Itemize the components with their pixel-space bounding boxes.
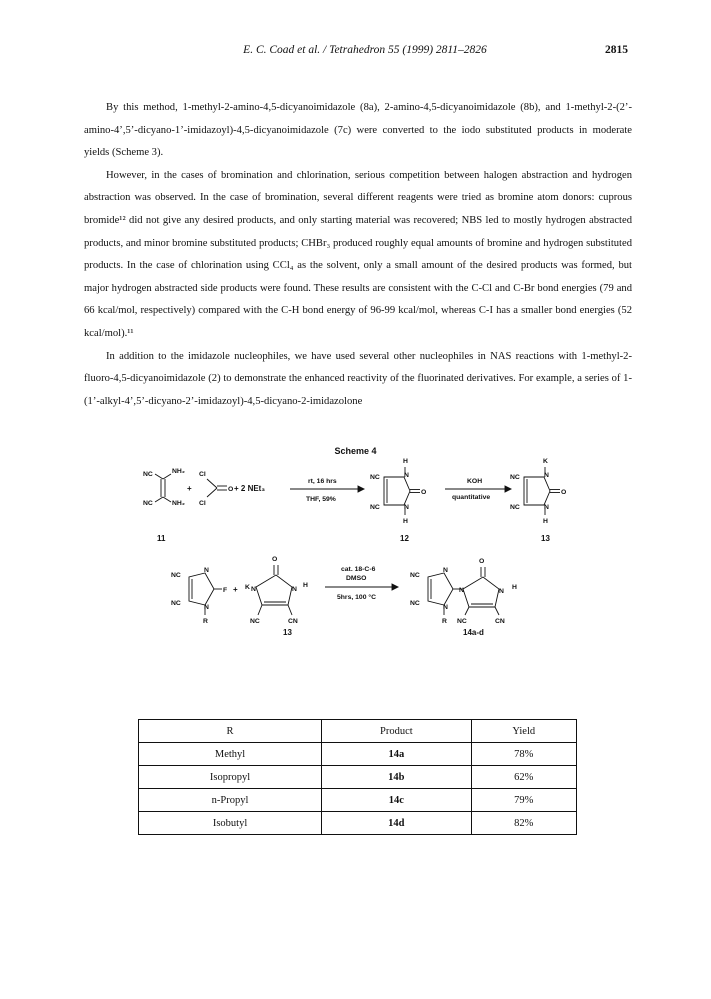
compound-12-structure (370, 458, 426, 525)
scheme-title: Scheme 4 (334, 446, 377, 456)
yield-table (138, 719, 577, 835)
cell-r: Methyl (139, 743, 322, 766)
running-title: E. C. Coad et al. / Tetrahedron 55 (1999) 2811–2826 (243, 44, 487, 56)
cell-r: n-Propyl (139, 789, 322, 812)
atom-h: H (303, 582, 308, 589)
compound-13-structure (510, 458, 566, 525)
atom-n: N (544, 504, 549, 511)
atom-r: R (442, 618, 447, 625)
cell-product: 14d (322, 812, 471, 835)
atom-r: R (203, 618, 208, 625)
atom-f: F (223, 587, 228, 594)
atom-nc: NC (410, 572, 420, 579)
atom-h: H (403, 518, 408, 525)
cell-yield: 78% (471, 743, 576, 766)
cell-product: 14c (322, 789, 471, 812)
atom-nc: NC (457, 618, 467, 625)
atom-n: N (544, 472, 549, 479)
table-row (139, 789, 577, 812)
atom-nc: NC (171, 572, 181, 579)
atom-n: N (292, 586, 297, 593)
imidazolone-salt-structure (245, 556, 308, 625)
cell-yield: 79% (471, 789, 576, 812)
running-header (110, 44, 628, 60)
atom-nh2: NH₂ (172, 500, 185, 507)
paragraph-3: In addition to the imidazole nucleophiles, we have used several other nucleophiles in NAS reactions with 1-methyl-2-fluoro-4,5-dicyanoimidazole (2) to demonstrate the enhanced reactivity of the fluorinated derivatives. For example, a series of 1-(1’-alkyl-4’,5’-dicyano-2’-imidazoyl)-4,5-dicyano-2-imidazolone (84, 350, 632, 407)
atom-nc: NC (510, 504, 520, 511)
reaction-arrow-1 (290, 478, 364, 503)
atom-cl: Cl (199, 500, 206, 507)
product-14-structure (410, 558, 517, 625)
atom-o: O (272, 556, 278, 563)
atom-k: K (543, 458, 548, 465)
condition-text: quantitative (452, 494, 491, 501)
cell-product: 14a (322, 743, 471, 766)
condition-text: DMSO (346, 575, 367, 582)
plus-sign: + (233, 585, 238, 594)
atom-cl: Cl (199, 471, 206, 478)
atom-cn: CN (288, 618, 298, 625)
reaction-arrow-3 (325, 566, 398, 601)
cell-r: Isopropyl (139, 766, 322, 789)
cell-yield: 82% (471, 812, 576, 835)
condition-text: 5hrs, 100 °C (337, 594, 376, 601)
fluoroimidazole-structure (171, 567, 227, 625)
atom-n: N (443, 604, 448, 611)
condition-text: THF, 59% (306, 496, 336, 503)
paragraph-2: However, in the cases of bromination and chlorination, serious competition between halogen abstraction and hydrogen abstraction was observed. In the case of bromination, several different reagents were tried as bromine atom donors: cuprous bromide¹² did not give any desired products, and only starting material was recovered; NBS led to mostly hydrogen abstracted products, and minor bromine substituted products; CHBr₃ produced roughly equal amounts of bromine and hydrogen substituted products. In the case of chlorination using CCl₄ as the solvent, only a small amount of the desired products was formed, but major hydrogen abstracted side products were found. These results are consistent with the C-Cl and C-Br bond energies (79 and 66 kcal/mol, respectively) compared with the C-H bond energy of 96-99 kcal/mol, whereas C-I has a smaller bond energies (52 kcal/mol).¹¹ (84, 169, 632, 339)
atom-n: N (404, 472, 409, 479)
atom-o: O (561, 489, 567, 496)
scheme-4-diagram (0, 455, 711, 627)
column-header-product: Product (322, 720, 471, 743)
column-header-r: R (139, 720, 322, 743)
table-row (139, 743, 577, 766)
atom-n: N (499, 588, 504, 595)
atom-nc: NC (250, 618, 260, 625)
atom-h: H (543, 518, 548, 525)
atom-nh2: NH₂ (172, 468, 185, 475)
atom-o: O (228, 486, 234, 493)
compound-label-12: 12 (400, 534, 409, 543)
compound-label-11: 11 (157, 534, 166, 543)
atom-nc: NC (143, 500, 153, 507)
reaction-arrow-2 (445, 478, 511, 501)
atom-n: N (404, 504, 409, 511)
atom-h: H (403, 458, 408, 465)
cell-product: 14b (322, 766, 471, 789)
atom-nc: NC (410, 600, 420, 607)
plus-sign: + (187, 484, 192, 493)
atom-h: H (512, 584, 517, 591)
table-row (139, 766, 577, 789)
column-header-yield: Yield (471, 720, 576, 743)
atom-o: O (421, 489, 427, 496)
atom-k: K (245, 584, 250, 591)
table-row (139, 812, 577, 835)
table-header-row (139, 720, 577, 743)
atom-n: N (443, 567, 448, 574)
cell-yield: 62% (471, 766, 576, 789)
compound-label-13-bottom: 13 (283, 628, 292, 637)
atom-cn: CN (495, 618, 505, 625)
condition-text: rt, 16 hrs (308, 478, 337, 485)
atom-n: N (204, 604, 209, 611)
compound-label-14: 14a-d (463, 628, 484, 637)
atom-nc: NC (171, 600, 181, 607)
compound-label-13: 13 (541, 534, 550, 543)
atom-nc: NC (143, 471, 153, 478)
atom-nc: NC (370, 504, 380, 511)
atom-nc: NC (370, 474, 380, 481)
condition-text: KOH (467, 478, 483, 485)
phosgene-structure (199, 471, 233, 507)
body-text (84, 97, 632, 413)
cell-r: Isobutyl (139, 812, 322, 835)
compound-11-structure (143, 468, 185, 507)
condition-text: cat. 18-C-6 (341, 566, 376, 573)
page-number: 2815 (605, 44, 628, 56)
atom-n: N (204, 567, 209, 574)
atom-n: N (251, 586, 256, 593)
atom-o: O (479, 558, 485, 565)
paragraph-1: By this method, 1-methyl-2-amino-4,5-dicyanoimidazole (8a), 2-amino-4,5-dicyanoimidazole (8b), and 1-methyl-2-(2’-amino-4’,5’-dicyano-1’-imidazoyl)-4,5-dicyanoimidazole (7c) were converted to the iodo substituted products in moderate yields (Scheme 3). (84, 102, 632, 159)
atom-n: N (459, 587, 464, 594)
atom-nc: NC (510, 474, 520, 481)
triethylamine-label: + 2 NEt₃ (234, 484, 266, 493)
